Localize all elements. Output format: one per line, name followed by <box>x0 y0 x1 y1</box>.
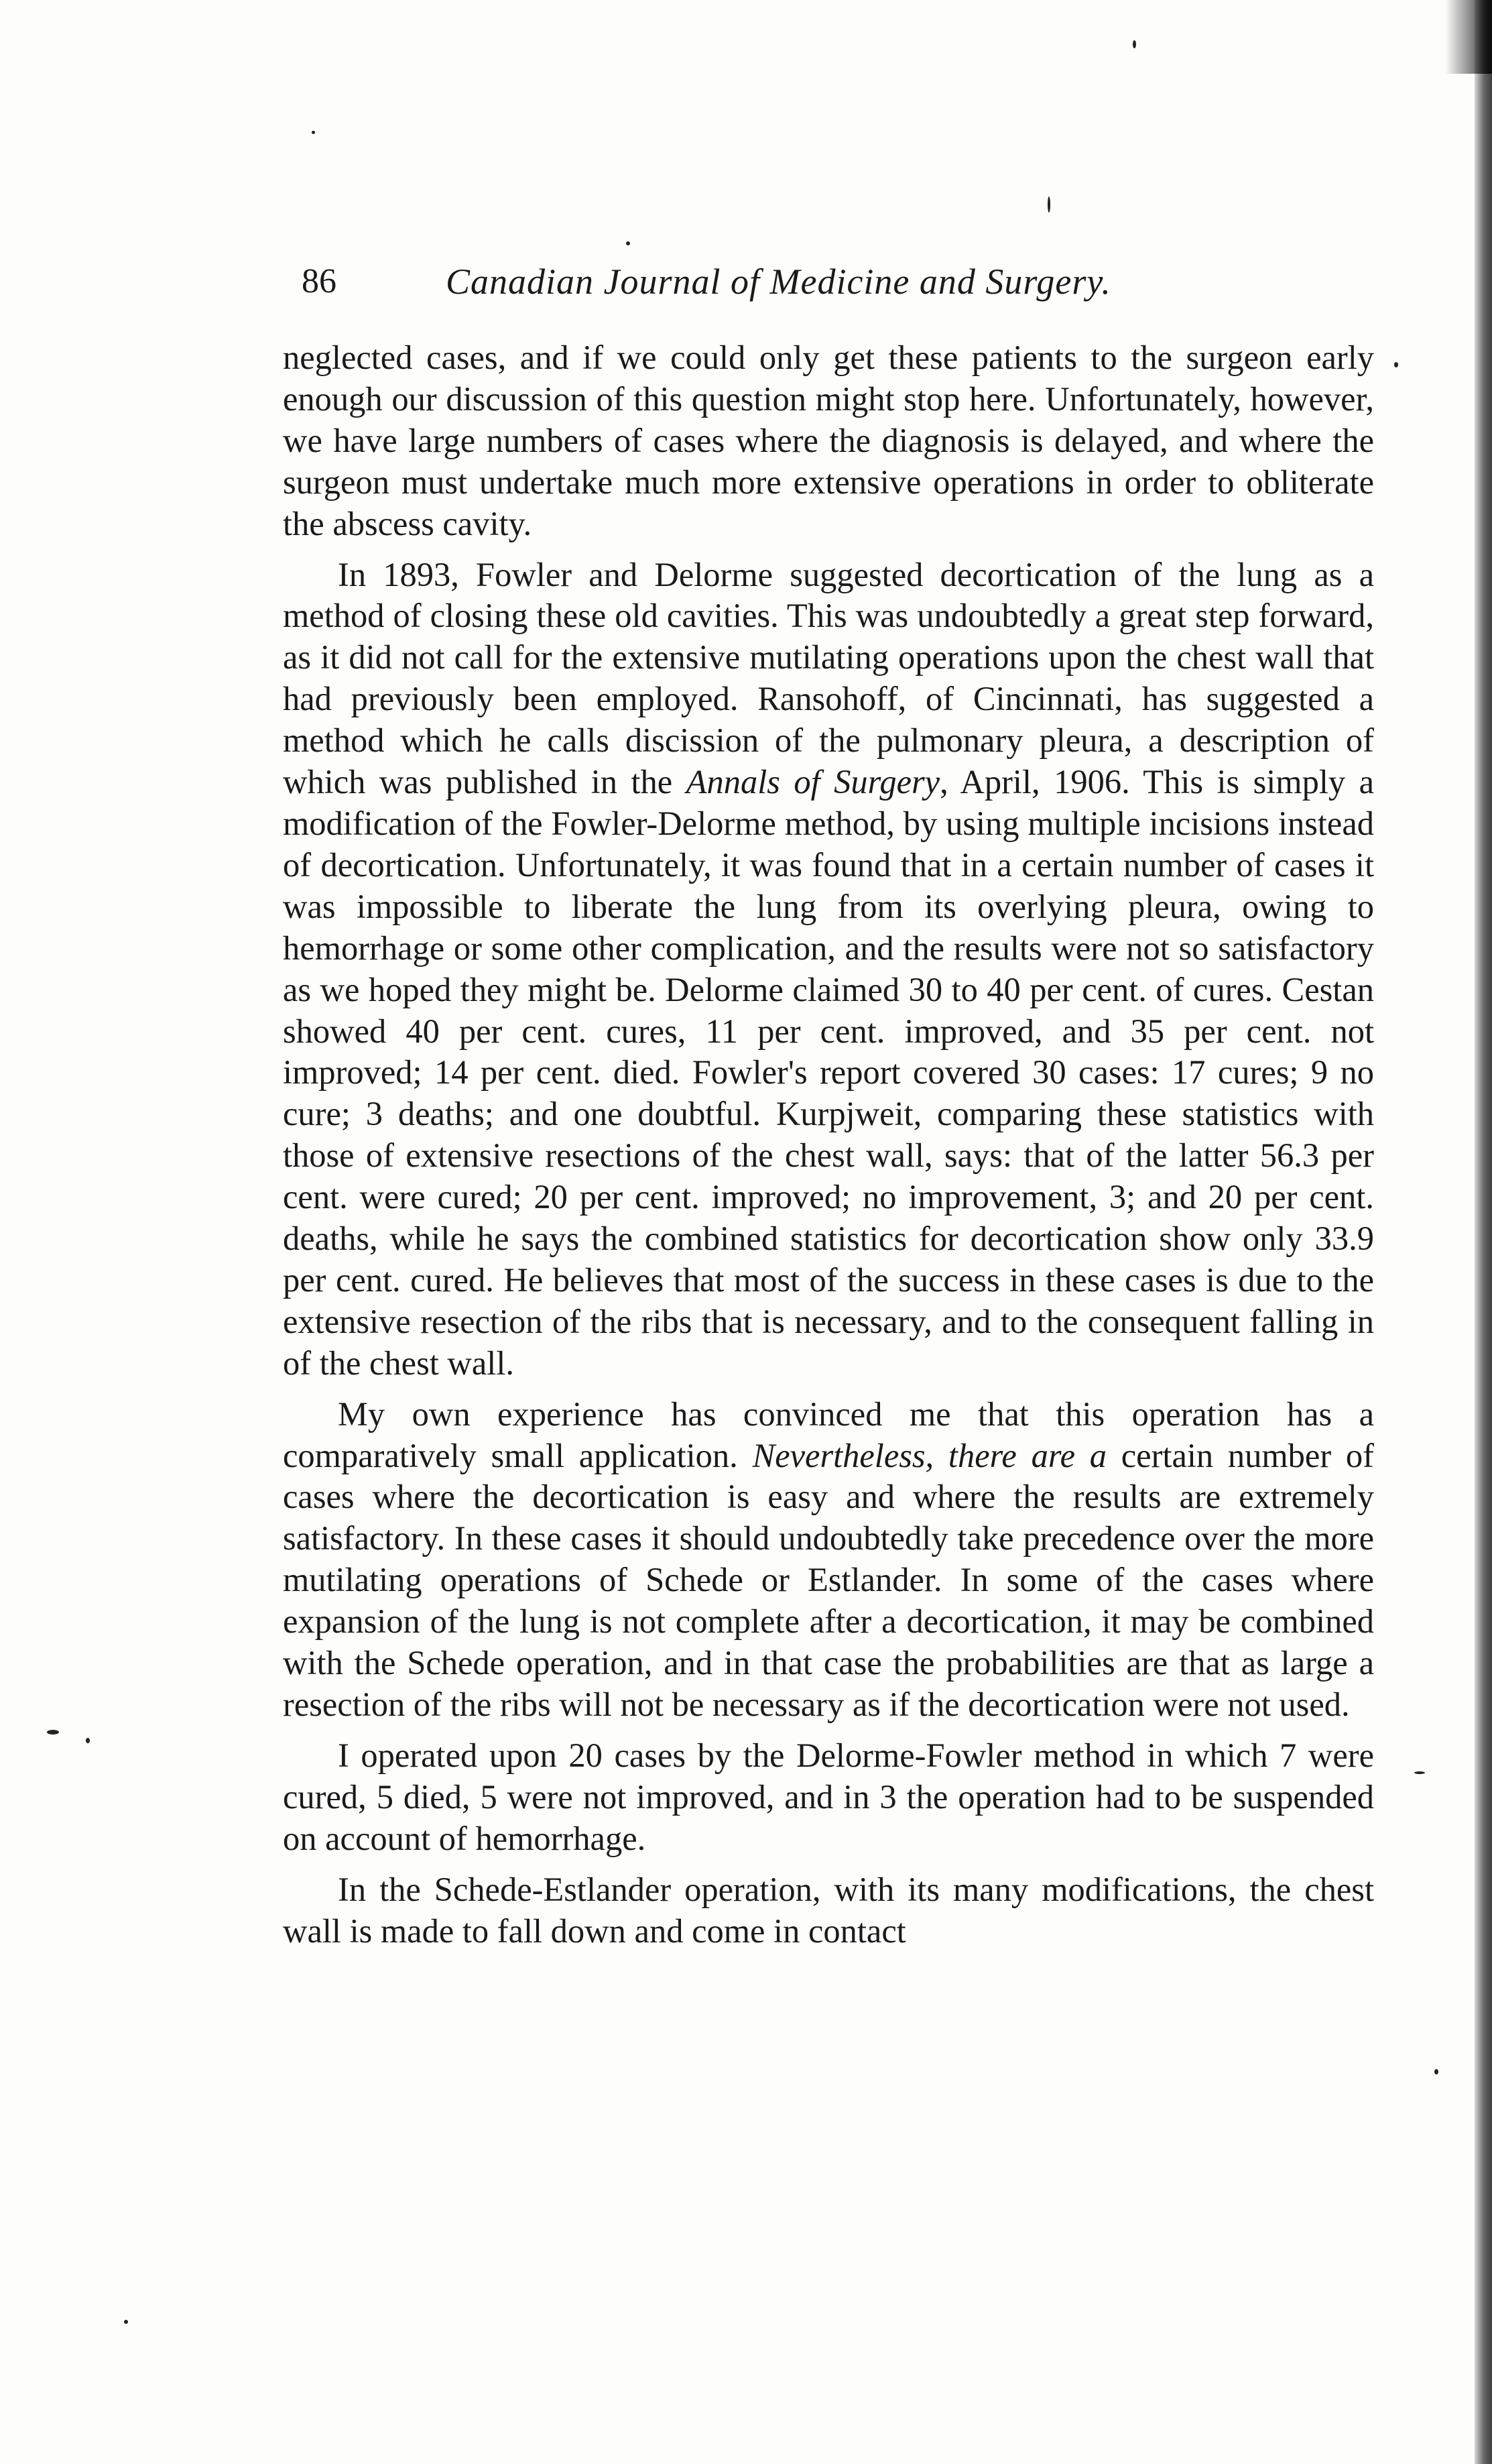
scan-speck <box>1434 2069 1438 2074</box>
scan-speck <box>124 2320 128 2324</box>
italic-phrase: Annals of Surgery <box>686 763 940 801</box>
page-header <box>302 255 1247 308</box>
paragraph: neglected cases, and if we could only get these patients to the surgeon early enough our discussion of this question might stop here. Unfortunately, however, we have large numbers of cases where the diagnosis is delayed, and where the surgeon must undertake much more extensive operations in order to obliterate the abscess cavity. <box>283 339 1374 542</box>
paragraph: In 1893, Fowler and Delorme suggested decortication of the lung as a method of closing these old cavities. This was undoubtedly a great step forward, as it did not call for the extensive mutilating operations upon the chest wall that had previously been employed. Ransohoff, of Cincinnati, has suggested a method which he calls discission of the pulmonary pleura, a description of which was published in the Annals of Surgery, April, 1906. This is simply a modification of the Fowler-Delorme method, by using multiple incisions instead of decortication. Unfortunately, it was found that in a certain number of cases it was impossible to liberate the lung from its overlying pleura, owing to hemorrhage or some other complication, and the results were not so satisfactory as we hoped they might be. Delorme claimed 30 to 40 per cent. of cures. Cestan showed 40 per cent. cures, 11 per cent. improved, and 35 per cent. not improved; 14 per cent. died. Fowler's report covered 30 cases: 17 cures; 9 no cure; 3 deaths; and one doubtful. Kurpjweit, comparing these statistics with those of extensive resections of the chest wall, says: that of the latter 56.3 per cent. were cured; 20 per cent. improved; no improvement, 3; and 20 per cent. deaths, while he says the combined statistics for decortication show only 33.9 per cent. cured. He believes that most of the success in these cases is due to the extensive resection of the ribs that is necessary, and to the consequent falling in of the chest wall. <box>283 555 1374 1382</box>
scan-speck <box>1133 40 1136 48</box>
body-text <box>283 337 1374 1952</box>
page-number: 86 <box>302 262 336 300</box>
scan-speck <box>1394 362 1398 367</box>
scan-speck <box>47 1730 59 1735</box>
scan-speck <box>1048 196 1050 213</box>
scan-speck <box>86 1738 90 1743</box>
scan-speck <box>1414 1771 1425 1774</box>
paragraph: My own experience has convinced me that this operation has a comparatively small application. Nevertheless, there are a certain number of cases where the decortication is easy and where the results are extremely satisfactory. In these cases it should undoubtedly take precedence over the more mutilating operations of Schede or Estlander. In some of the cases where expansion of the lung is not complete after a decortication, it may be combined with the Schede operation, and in that case the probabilities are that as large a resection of the ribs will not be necessary as if the decortication were not used. <box>283 1395 1374 1723</box>
scan-speck <box>626 241 630 245</box>
paragraph: I operated upon 20 cases by the Delorme-Fowler method in which 7 were cured, 5 died, 5 were not improved, and in 3 the operation had to be suspended on account of hemorrhage. <box>283 1736 1374 1857</box>
running-head: Canadian Journal of Medicine and Surgery. <box>446 261 1111 302</box>
italic-phrase: Nevertheless, there are a <box>752 1436 1107 1474</box>
scan-binding-shadow <box>1445 0 1492 74</box>
scan-binding-edge <box>1475 0 1492 2464</box>
paragraph: In the Schede-Estlander operation, with its many modifications, the chest wall is made to fall down and come in contact <box>283 1870 1374 1950</box>
scan-speck <box>312 131 315 134</box>
